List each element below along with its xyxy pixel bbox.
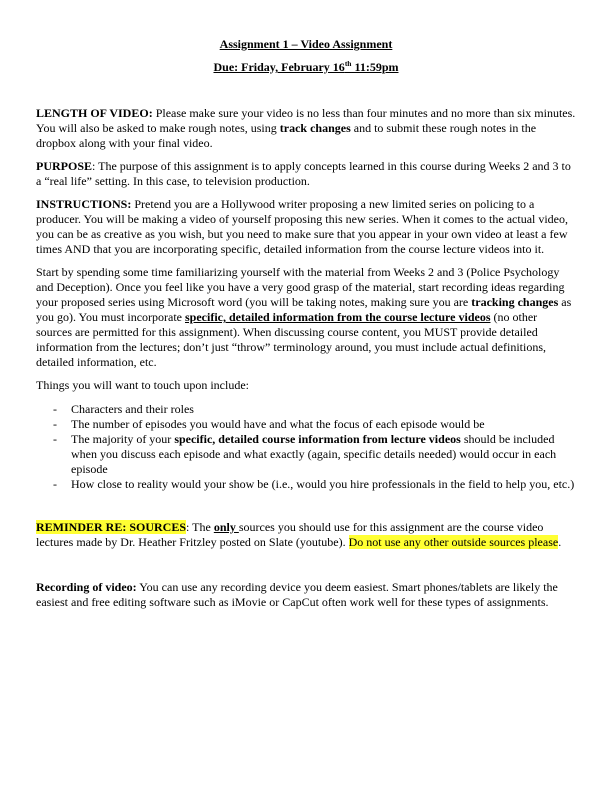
purpose-paragraph (36, 159, 576, 189)
length-bold: track changes (279, 121, 351, 135)
list-item-text-a: The majority of your (71, 432, 175, 446)
list-dash: - (53, 417, 57, 431)
list-item-text: How close to reality would your show be (i.e., would you hire professionals in the field to help you, etc.) (71, 477, 575, 491)
list-item-text: Characters and their roles (71, 402, 194, 416)
list-item-bold: specific, detailed course information from lecture videos (174, 432, 461, 446)
list-dash: - (53, 402, 57, 416)
length-text-2: and to submit these rough notes in the dropbox along with your final video. (36, 121, 537, 150)
start-text-2: as you go). You must incorporate (36, 295, 572, 324)
due-date (36, 60, 576, 75)
start-text-1: Start by spending some time familiarizing yourself with the material from Weeks 2 and 3 (Police Psychology and Deception). Once you feel like you have a very good grasp of the material, start recording ideas regarding your proposed series using Microsoft word (you will be taking notes, making sure you are (36, 265, 565, 309)
start-text-3: (no other sources are permitted for this assignment). When discussing course content, you MUST provide detailed information from the lectures; don’t just “throw” terminology around, you must include actual definitions, detailed information, etc. (36, 310, 546, 369)
list-dash: - (53, 477, 57, 491)
list-dash: - (53, 432, 57, 446)
list-item (53, 402, 576, 417)
reminder-highlight: Do not use any other outside sources please (348, 535, 559, 549)
start-paragraph (36, 265, 576, 370)
instructions-label: INSTRUCTIONS: (36, 197, 132, 211)
list-item-text-b: should be included when you discuss each episode and what exactly (again, specific details needed) would occur in each episode (71, 432, 557, 476)
reminder-colon: : The (186, 520, 214, 534)
recording-text: You can use any recording device you deem easiest. Smart phones/tablets are likely the easiest and free editing software such as iMovie or CapCut often work well for these types of assignments. (36, 580, 558, 609)
start-bold-underlined: specific, detailed information from the course lecture videos (185, 310, 491, 324)
reminder-paragraph (36, 520, 576, 550)
instructions-text: Pretend you are a Hollywood writer proposing a new limited series on policing to a producer. You will be making a video of yourself proposing this new series. When it comes to the actual video, you can be as creative as you wish, but you need to make sure that you appear in your own video at least a few times AND that you are incorporating specific, detailed information from the course lecture videos into it. (36, 197, 569, 256)
list-item-text: The number of episodes you would have and what the focus of each episode would be (71, 417, 485, 431)
length-paragraph (36, 106, 576, 151)
list-item (53, 417, 576, 432)
due-date-time: 11:59pm (351, 60, 399, 74)
reminder-text: sources you should use for this assignment are the course video lectures made by Dr. Heather Fritzley posted on Slate (youtube). (36, 520, 544, 549)
recording-label: Recording of video: (36, 580, 137, 594)
due-date-prefix: Due: Friday, February 16 (213, 60, 345, 74)
assignment-title: Assignment 1 – Video Assignment (219, 37, 393, 51)
reminder-only: only (213, 520, 239, 534)
start-bold-tracking: tracking changes (471, 295, 559, 309)
reminder-label: REMINDER RE: SOURCES (36, 520, 187, 534)
topics-list (36, 402, 576, 492)
length-text-1: Please make sure your video is no less than four minutes and no more than six minutes. You will also be asked to make rough notes, using (36, 106, 576, 135)
recording-paragraph (36, 580, 576, 610)
list-item (53, 432, 576, 477)
due-date-superscript: th (344, 59, 352, 68)
purpose-label: PURPOSE (36, 159, 93, 173)
list-item (53, 477, 576, 492)
things-intro: Things you will want to touch upon include: (36, 378, 249, 392)
length-label: LENGTH OF VIDEO: (36, 106, 153, 120)
reminder-end: . (558, 535, 562, 549)
purpose-text: : The purpose of this assignment is to apply concepts learned in this course during Weeks 2 and 3 to a “real life” setting. In this case, to television production. (36, 159, 571, 188)
instructions-paragraph (36, 197, 576, 257)
